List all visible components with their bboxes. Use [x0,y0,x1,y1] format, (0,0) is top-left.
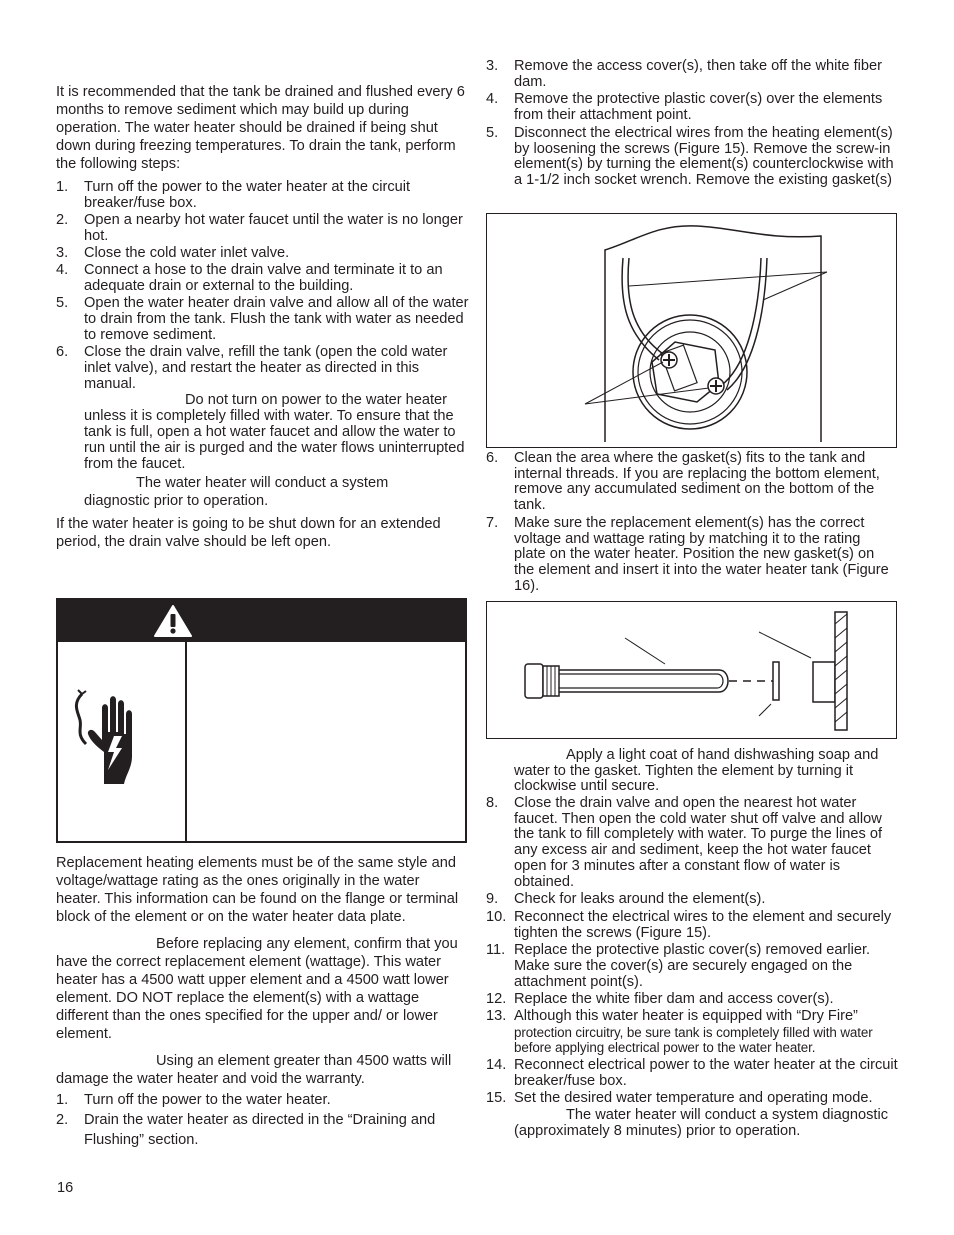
drain-intro: It is recommended that the tank be drained and flushed every 6 months to remove sediment which may build up during operation. The water heater should be drained if being shut down during freezing temperatures. To drain the tank, perform the following steps: [56,84,465,172]
list-item-number: 6. [56,344,69,360]
list-item [56,1090,469,1110]
list-item-number: 7. [486,514,499,531]
element-gasket-diagram [487,602,895,737]
list-item-number: 4. [56,262,69,278]
list-item [486,943,898,990]
list-item-text: Turn off the power to the water heater at the circuit breaker/fuse box. [84,179,411,211]
list-item [56,212,469,244]
list-item [486,92,896,123]
warning-divider [185,642,187,843]
note-damage: Using an element greater than 4500 watts will damage the water heater and void the warranty. [56,1053,452,1087]
element-wiring-diagram [487,214,895,446]
note-final: The water heater will conduct a system diagnostic (approximately 8 minutes) prior to operation. [514,1107,889,1139]
step-13-line1: Although this water heater is equipped with “Dry Fire” [514,1008,858,1024]
list-item-text: Replace the protective plastic cover(s) removed earlier. Make sure the cover(s) are securely engaged on the attachment point(s). [514,942,871,990]
electric-shock-hand-icon [68,686,152,786]
steps-list-c [486,796,898,1008]
list-item-text: Open the water heater drain valve and allow all of the water to drain from the tank. Flush the tank with water as needed to remove sediment. [84,295,469,343]
list-item-text: Remove the access cover(s), then take off the white fiber dam. [514,58,882,90]
list-item-text: Turn off the power to the water heater. [84,1092,331,1108]
warning-header [58,600,465,642]
list-item-text: Clean the area where the gasket(s) fits to the tank and internal threads. If you are replacing the bottom element, remove any accumulated sediment on the bottom of the tank. [514,450,880,514]
list-item-number: 3. [56,245,69,261]
note-diagnostic: The water heater will conduct a system diagnostic prior to operation. [84,475,389,509]
list-item-text: Open a nearby hot water faucet until the water is no longer hot. [84,212,463,244]
list-item [486,992,898,1008]
replace-steps-list [56,1090,469,1150]
list-item-text: Replace the white fiber dam and access cover(s). [514,991,834,1008]
list-item [486,796,898,890]
note-soap: Apply a light coat of hand dishwashing soap and water to the gasket. Tighten the element by turning it clockwise until secure. [514,747,879,795]
list-item [56,179,469,211]
list-item-text: Reconnect the electrical wires to the element and securely tighten the screws (Figure 15). [514,908,892,941]
warning-triangle-icon [153,604,193,638]
list-item-number: 1. [56,1092,69,1108]
list-item-text: Set the desired water temperature and operating mode. [514,1090,873,1107]
figure-15 [486,213,897,448]
list-item-text: Check for leaks around the element(s). [514,891,766,908]
list-item-number: 1. [56,179,69,195]
list-item [486,59,896,90]
steps-list-d [486,1058,898,1107]
list-item-number: 12. [486,991,507,1008]
list-item-text: Remove the protective plastic cover(s) over the elements from their attachment point. [514,91,883,124]
list-item [486,892,898,908]
warning-box [56,598,467,843]
list-item [486,516,896,595]
step-13 [486,1009,898,1056]
step-13-num: 13. [486,1008,507,1024]
list-item-number: 15. [486,1090,507,1107]
figure-16 [486,601,897,739]
list-item-number: 9. [486,891,499,908]
list-item-number: 5. [486,124,499,141]
shutdown-text: If the water heater is going to be shut down for an extended period, the drain valve should be left open. [56,516,441,550]
list-item-text: Reconnect electrical power to the water heater at the circuit breaker/fuse box. [514,1057,898,1089]
list-item-number: 3. [486,58,499,74]
list-item [56,295,469,343]
list-item-number: 2. [56,212,69,228]
list-item [56,344,469,392]
note-confirm: Before replacing any element, confirm that you have the correct replacement element (wattage). This water heater has a 4500 watt upper element and a 4500 watt lower element. DO NOT replace the element(s) with a wattage different than the ones specified for the upper and/ or lower element. [56,936,458,1042]
list-item-text: Close the drain valve, refill the tank (open the cold water inlet valve), and restart the heater as directed in this manual. [84,344,448,392]
note-fill-text: Do not turn on power to the water heater unless it is completely filled with water. To ensure that the tank is full, open a hot water faucet and allow the water to run until the air is purged and the water flows uninterrupted from the faucet. [84,392,465,472]
list-item [56,262,469,294]
list-item-number: 4. [486,91,499,108]
replacement-text: Replacement heating elements must be of the same style and voltage/wattage rating as the ones originally in the water heater. This information can be found on the flange or terminal block of the element or on the water heater data plate. [56,855,459,925]
list-item [486,451,896,514]
drain-steps-list [56,179,469,392]
list-item-text: Drain the water heater as directed in the “Draining and Flushing” section. [84,1112,436,1148]
list-item-number: 10. [486,908,507,925]
list-item-number: 5. [56,295,69,311]
list-item-number: 11. [486,942,506,959]
list-item-number: 8. [486,795,499,811]
list-item [486,1091,898,1107]
list-item [56,245,469,261]
step-13-line2: protection circuitry, be sure tank is completely filled with water before applying electrical power to the water heater. [514,1024,873,1056]
list-item [486,910,898,941]
list-item-text: Disconnect the electrical wires from the heating element(s) by loosening the screws (Figure 15). Remove the screw-in element(s) by turning the element(s) counterclockwise with a 1-1/2 inch socket wrench. Remove the existing gasket(s) [514,124,894,188]
list-item-number: 2. [56,1112,69,1128]
list-item-text: Make sure the replacement element(s) has the correct voltage and wattage rating by matching it to the rating plate on the water heater. Position the new gasket(s) on the element and insert it into the water heater tank (Figure 16). [514,514,889,594]
list-item-text: Connect a hose to the drain valve and terminate it to an adequate drain or external to the building. [84,262,443,294]
steps-list-b [486,451,896,594]
list-item-text: Close the cold water inlet valve. [84,245,290,261]
list-item [486,1058,898,1089]
list-item [486,126,896,189]
page-number: 16 [57,1180,74,1196]
list-item [56,1110,469,1150]
list-item-number: 6. [486,450,499,466]
list-item-text: Close the drain valve and open the nearest hot water faucet. Then open the cold water shut off valve and allow the tank to fill completely with water. To purge the lines of any excess air and sediment, keep the hot water faucet open for 3 minutes after a constant flow of water is obtained. [514,795,883,890]
list-item-number: 14. [486,1057,507,1073]
steps-list-a [486,59,896,189]
